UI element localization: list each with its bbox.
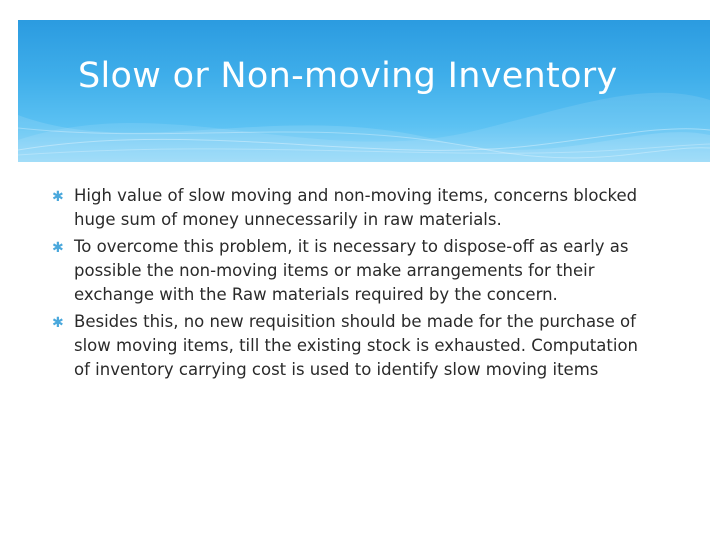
title-banner: [18, 20, 710, 162]
list-item: [52, 310, 652, 382]
asterisk-bullet-icon: ✱: [52, 315, 64, 331]
bullet-list: [52, 184, 652, 385]
asterisk-bullet-icon: ✱: [52, 189, 64, 205]
slide-title: Slow or Non-moving Inventory: [78, 56, 618, 96]
list-item: [52, 235, 652, 307]
bullet-text: High value of slow moving and non-moving items, concerns blocked huge sum of money unnecessarily in raw materials.: [74, 186, 638, 229]
bullet-text: Besides this, no new requisition should be made for the purchase of slow moving items, till the existing stock is exhausted. Computation of inventory carrying cost is used to identify slow moving items: [74, 312, 638, 379]
list-item: [52, 184, 652, 232]
bullet-text: To overcome this problem, it is necessary to dispose-off as early as possible the non-moving items or make arrangements for their exchange with the Raw materials required by the concern.: [74, 237, 629, 304]
asterisk-bullet-icon: ✱: [52, 240, 64, 256]
